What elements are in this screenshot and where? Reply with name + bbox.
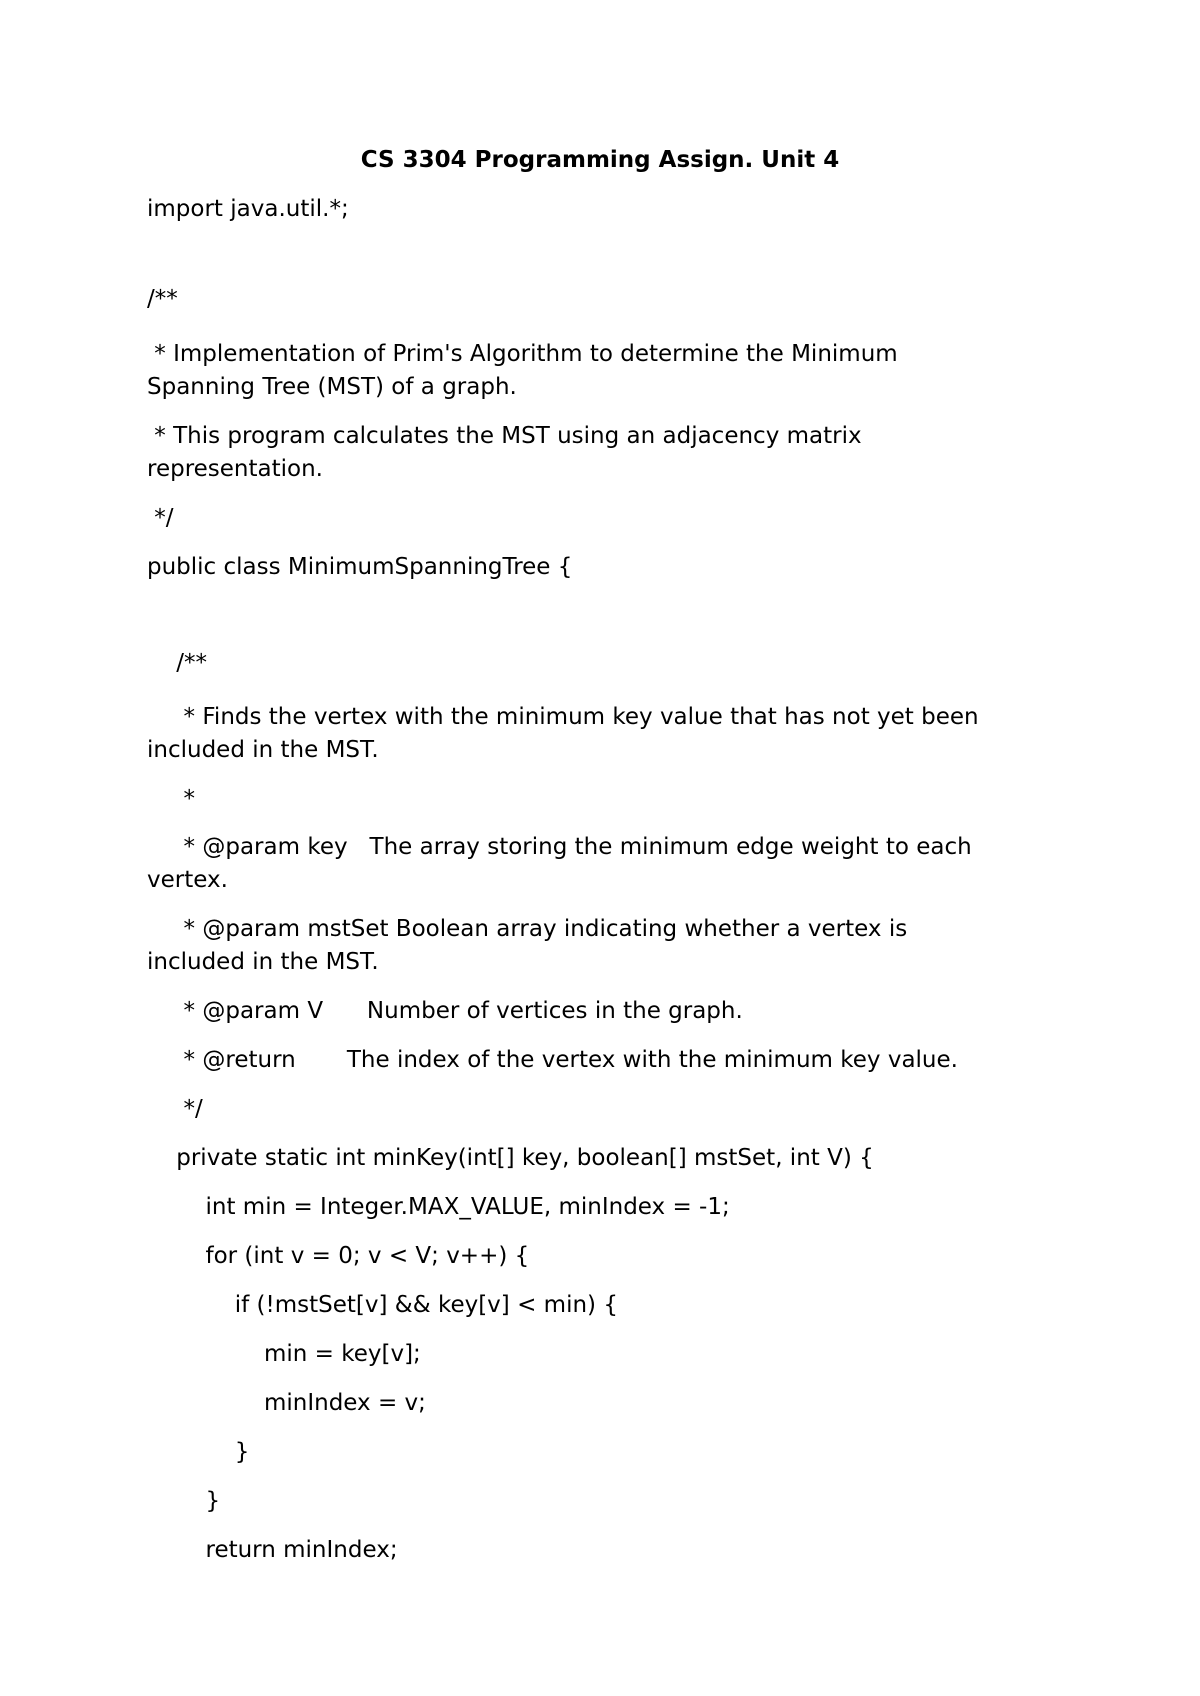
code-line-if-condition: if (!mstSet[v] && key[v] < min) {: [147, 1292, 618, 1318]
code-line-param-key-a: * @param key The array storing the minimum edge weight to each: [147, 834, 972, 860]
code-line-variable-init: int min = Integer.MAX_VALUE, minIndex = -1;: [147, 1194, 730, 1220]
code-line-comment-2b: representation.: [147, 456, 323, 482]
code-line-if-close: }: [147, 1439, 250, 1465]
code-line-comment-1b: Spanning Tree (MST) of a graph.: [147, 374, 517, 400]
code-line-for-loop: for (int v = 0; v < V; v++) {: [147, 1243, 530, 1269]
code-line-assign-minindex: minIndex = v;: [147, 1390, 426, 1416]
code-line-return-doc: * @return The index of the vertex with the minimum key value.: [147, 1047, 958, 1073]
code-line-javadoc-close: */: [147, 505, 174, 531]
code-line-param-v: * @param V Number of vertices in the graph.: [147, 998, 743, 1024]
code-line-param-mstset-b: included in the MST.: [147, 949, 379, 975]
code-line-method-signature: private static int minKey(int[] key, boolean[] mstSet, int V) {: [147, 1145, 874, 1171]
code-line-method-comment-b: included in the MST.: [147, 737, 379, 763]
code-line-for-close: }: [147, 1488, 221, 1514]
code-line-class-declaration: public class MinimumSpanningTree {: [147, 554, 573, 580]
code-line-method-comment-star: *: [147, 786, 196, 812]
code-line-param-mstset-a: * @param mstSet Boolean array indicating whether a vertex is: [147, 916, 908, 942]
code-line-param-key-b: vertex.: [147, 867, 228, 893]
code-line-import: import java.util.*;: [147, 196, 349, 222]
code-line-method-javadoc-open: /**: [147, 650, 207, 676]
code-line-javadoc-open: /**: [147, 286, 178, 312]
document-title: CS 3304 Programming Assign. Unit 4: [360, 147, 840, 173]
code-line-comment-1a: * Implementation of Prim's Algorithm to determine the Minimum: [147, 341, 898, 367]
code-line-assign-min: min = key[v];: [147, 1341, 421, 1367]
code-line-method-comment-a: * Finds the vertex with the minimum key value that has not yet been: [147, 704, 979, 730]
code-line-return: return minIndex;: [147, 1537, 398, 1563]
code-line-method-javadoc-close: */: [147, 1096, 203, 1122]
code-line-comment-2a: * This program calculates the MST using an adjacency matrix: [147, 423, 862, 449]
